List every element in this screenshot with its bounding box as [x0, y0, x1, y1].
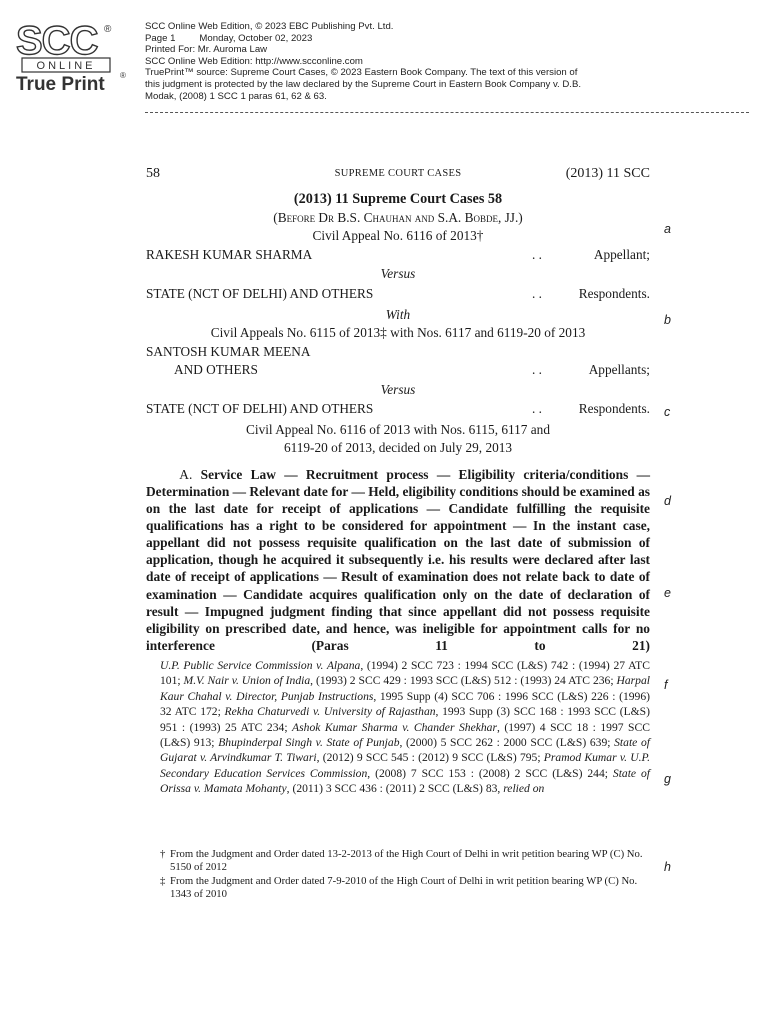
header-line: Modak, (2008) 1 SCC 1 paras 61, 62 & 63. — [145, 90, 327, 102]
case-cite: , (2012) 9 SCC 545 : (2012) 9 SCC (L&S) 795; — [316, 751, 544, 765]
case-name: Pramod Kumar v. U.P. Secondary Education Services Commission — [160, 751, 651, 780]
margin-letter: h — [664, 860, 671, 874]
header-line: SCC Online Web Edition, © 2023 EBC Publishing Pvt. Ltd. — [145, 21, 394, 32]
party-name: AND OTHERS — [174, 361, 258, 377]
footnotes — [160, 848, 650, 902]
margin-letter: c — [664, 405, 671, 419]
versus: Versus — [380, 266, 416, 282]
party-appellants-line1 — [146, 343, 650, 361]
header-divider — [145, 112, 749, 113]
report-page — [146, 160, 650, 797]
footnote — [160, 848, 650, 873]
margin-letter: a — [664, 222, 671, 236]
party-dots: . . — [532, 247, 542, 263]
logo-tm-mark: ® — [120, 71, 126, 80]
case-name: M.V. Nair v. Union of India — [183, 674, 311, 688]
scc-online-true-print-logo — [14, 18, 142, 98]
party-dots: . . — [532, 361, 542, 377]
footnote-mark: ‡ — [160, 875, 166, 888]
relied-on: relied on — [503, 782, 545, 796]
case-name: Harpal Kaur Chahal v. Director, Punjab Instructions — [160, 674, 650, 703]
header-date: Monday, October 02, 2023 — [199, 32, 313, 44]
header-text — [145, 21, 755, 102]
cases-cited — [160, 658, 650, 797]
versus: Versus — [380, 381, 416, 397]
bench-close: ) — [518, 210, 523, 225]
case-cite: , (1997) 4 SCC 18 : 1997 SCC (L&S) 913; — [160, 720, 650, 749]
bench — [146, 209, 650, 227]
header-page-date-line — [145, 33, 755, 45]
logo-graphic — [14, 18, 142, 98]
print-header — [0, 0, 768, 120]
party-name: STATE (NCT OF DELHI) AND OTHERS — [146, 285, 374, 301]
running-title: SUPREME COURT CASES — [334, 168, 462, 179]
bench-judges: Dr B.S. Chauhan and S.A. Bobde, JJ. — [318, 210, 519, 225]
party-appellants-line2 — [146, 361, 650, 381]
case-name: Bhupinderpal Singh v. State of Punjab — [218, 735, 400, 749]
headnote-body: Service Law — Recruitment process — Eligibility criteria/conditions — Determination — Relevant date for — Held, eligibility conditions should be examined as on the last date for receipt of applications — Candidate fulfilling the requisite qualifications has a right to be considered for appointment — In the instant case, appellant did not possess requisite qualification on the last date of submission of application, though he acquired it subsequently i.e. his results were declared after last date of receipt of applications — Result of examination does not relate back to date of examination — Candidate acquires qualification only on the date of declaration of result — Impugned judgment finding that since appellant did not possess requisite eligibility on prescribed date, and hence, was ineligible for appointment calls for no interference — [146, 466, 650, 653]
logo-bottom-text: True Print — [16, 74, 105, 95]
headnote-paras: (Paras 11 to 21) — [311, 637, 650, 653]
decided-line: 6119-20 of 2013, decided on July 29, 2013 — [283, 440, 513, 456]
bench-before: Before — [277, 210, 316, 225]
party-respondent — [146, 284, 650, 304]
party-respondents — [146, 399, 650, 419]
logo-top-text: SCC — [16, 19, 98, 63]
header-line: TruePrint™ source: Supreme Court Cases, © 2023 Eastern Book Company. The text of this version of — [145, 67, 578, 79]
logo-reg-mark: ® — [104, 24, 112, 35]
case-name: Rekha Chaturvedi v. University of Rajasthan — [224, 705, 436, 719]
footnote — [160, 875, 650, 900]
case-name: State of Gujarat v. Arvindkumar T. Tiwari — [160, 735, 650, 765]
headnote-label: A. — [179, 466, 193, 482]
header-line: this judgment is protected by the law declared by the Supreme Court in Eastern Book Company v. D.B. — [145, 78, 582, 90]
party-dots: . . — [532, 285, 542, 301]
page-number: 58 — [146, 166, 160, 181]
margin-letter: e — [664, 586, 671, 600]
footnote-text: From the Judgment and Order dated 7-9-2010 of the High Court of Delhi in writ petition bearing WP (C) No. 1343 of 2010 — [170, 875, 638, 900]
margin-letter: g — [664, 772, 671, 786]
appeal-number: Civil Appeal No. 6116 of 2013† — [312, 228, 484, 243]
party-role: Appellants; — [588, 361, 650, 377]
case-name: U.P. Public Service Commission v. Alpana — [160, 658, 361, 672]
margin-letter: d — [664, 494, 671, 508]
party-appellant — [146, 245, 650, 265]
party-role: Respondents. — [578, 285, 650, 301]
case-cite: , (2011) 3 SCC 436 : (2011) 2 SCC (L&S) 83, — [286, 782, 504, 796]
case-cite: , (2008) 7 SCC 153 : (2008) 2 SCC (L&S) 244; — [367, 766, 613, 780]
party-dots: . . — [532, 401, 542, 417]
case-cite: , (2000) 5 SCC 262 : 2000 SCC (L&S) 639; — [399, 735, 615, 749]
case-title: (2013) 11 Supreme Court Cases 58 — [293, 191, 503, 207]
running-citation: (2013) 11 SCC — [565, 166, 650, 181]
header-page: Page 1 — [145, 32, 176, 44]
footnote-text: From the Judgment and Order dated 13-2-2013 of the High Court of Delhi in writ petition bearing WP (C) No. 5150 of 2012 — [170, 848, 643, 873]
case-name: Ashok Kumar Sharma v. Chander Shekhar — [292, 720, 497, 734]
bench-open: ( — [273, 210, 278, 225]
case-cite: , (1994) 2 SCC 723 : 1994 SCC (L&S) 742 : (1994) 27 ATC 101; — [160, 658, 650, 688]
margin-letter: f — [664, 678, 668, 692]
case-cite: , 1993 Supp (3) SCC 168 : 1993 SCC (L&S) 951 : (1993) 25 ATC 234; — [160, 705, 650, 734]
connected-appeals: Civil Appeals No. 6115 of 2013‡ with Nos. 6117 and 6119-20 of 2013 — [210, 325, 586, 341]
party-name: STATE (NCT OF DELHI) AND OTHERS — [146, 401, 374, 417]
header-line: SCC Online Web Edition: http://www.scconline.com — [145, 55, 363, 67]
party-role: Respondents. — [578, 401, 650, 417]
headnote — [146, 466, 650, 654]
running-head — [146, 160, 650, 180]
decided-line: Civil Appeal No. 6116 of 2013 with Nos. 6115, 6117 and — [246, 422, 550, 438]
case-cite: , 1995 Supp (4) SCC 706 : 1996 SCC (L&S) 226 : (1996) 32 ATC 172; — [160, 689, 650, 719]
party-role: Appellant; — [593, 247, 650, 263]
logo-middle-text: ONLINE — [36, 60, 96, 72]
case-name: State of Orissa v. Mamata Mohanty — [160, 766, 650, 796]
party-name: SANTOSH KUMAR MEENA — [146, 343, 311, 359]
footnote-mark: † — [160, 848, 166, 860]
header-line: Printed For: Mr. Auroma Law — [145, 44, 268, 56]
with-label: With — [385, 306, 411, 322]
party-name: RAKESH KUMAR SHARMA — [146, 247, 313, 263]
margin-letter: b — [664, 313, 671, 327]
case-cite: , (1993) 2 SCC 429 : 1993 SCC (L&S) 512 : (1993) 24 ATC 236; — [310, 674, 617, 688]
